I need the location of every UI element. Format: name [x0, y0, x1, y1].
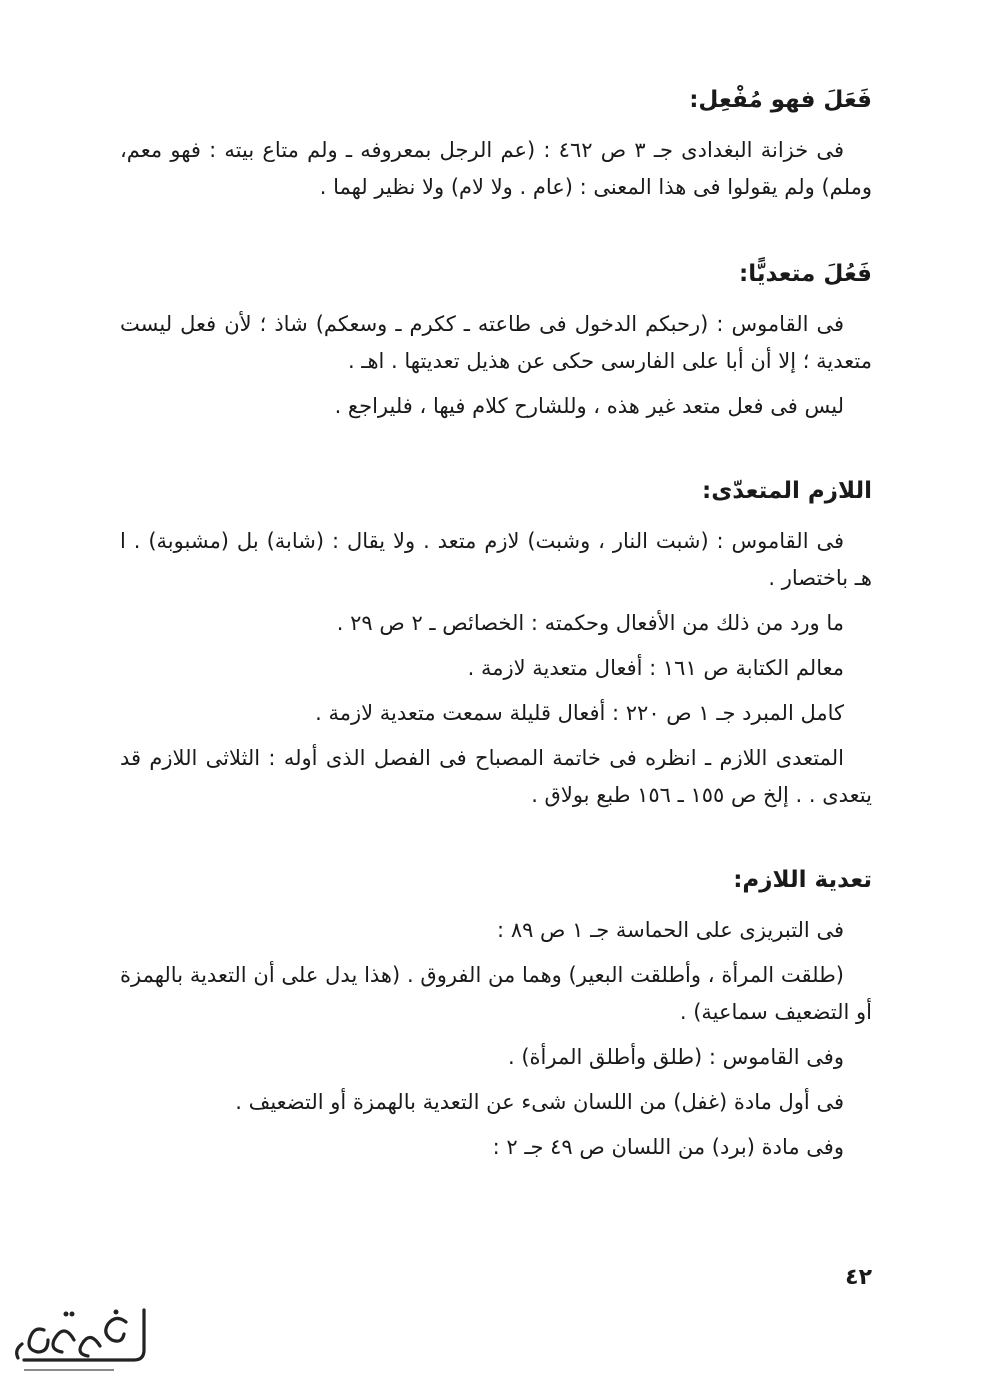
paragraph: ليس فى فعل متعد غير هذه ، وللشارح كلام فيها ، فليراجع .: [334, 394, 844, 418]
paragraph: كامل المبرد جـ ١ ص ٢٢٠ : أفعال قليلة سمعت متعدية لازمة .: [315, 701, 844, 725]
section-heading: اللازم المتعدّى:: [702, 478, 872, 504]
section-heading: تعدية اللازم:: [733, 867, 872, 893]
paragraph: فى خزانة البغدادى جـ ٣ ص ٤٦٢ : (عم الرجل بمعروفه ـ ولم متاع بيته : فهو معم، وملم) ولم يقولوا فى هذا المعنى : (عام . ولا لام) ولا نظير لهما .: [120, 138, 872, 199]
page-body: [120, 78, 872, 1174]
section-faala-mufil: [120, 78, 872, 206]
paragraph: معالم الكتابة ص ١٦١ : أفعال متعدية لازمة .: [467, 656, 844, 680]
paragraph: فى أول مادة (غفل) من اللسان شىء عن التعدية بالهمزة أو التضعيف .: [235, 1090, 844, 1114]
paragraph: فى التبريزى على الحماسة جـ ١ ص ٨٩ :: [497, 918, 844, 942]
paragraph: المتعدى اللازم ـ انظره فى خاتمة المصباح فى الفصل الذى أوله : الثلاثى اللازم قد يتعدى . . إلخ ص ١٥٥ ـ ١٥٦ طبع بولاق .: [120, 746, 872, 807]
paragraph: فى القاموس : (شبت النار ، وشبت) لازم متعد . ولا يقال : (شابة) بل (مشبوبة) . ا هـ باختصار .: [120, 529, 872, 590]
section-intransitive-transitive: [120, 469, 872, 814]
section-heading: فَعَلَ فهو مُفْعِل:: [689, 87, 872, 113]
section-faula-transitive: [120, 252, 872, 425]
paragraph: وفى القاموس : (طلق وأطلق المرأة) .: [508, 1045, 844, 1069]
paragraph: وفى مادة (برد) من اللسان ص ٤٩ جـ ٢ :: [492, 1135, 844, 1159]
paragraph: ما ورد من ذلك من الأفعال وحكمته : الخصائص ـ ٢ ص ٢٩ .: [336, 611, 844, 635]
watermark-logo: [4, 1300, 164, 1378]
page-number: ٤٢: [845, 1265, 872, 1290]
section-heading: فَعُلَ متعديًّا:: [739, 261, 872, 287]
paragraph: فى القاموس : (رحبكم الدخول فى طاعته ـ ككرم ـ وسعكم) شاذ ؛ لأن فعل ليست متعدية ؛ إلا أن أبا على الفارسى حكى عن هذيل تعديتها . اهـ .: [120, 312, 872, 373]
section-transitivizing: [120, 858, 872, 1166]
paragraph: (طلقت المرأة ، وأطلقت البعير) وهما من الفروق . (هذا يدل على أن التعدية بالهمزة أو التضعيف سماعية) .: [120, 963, 872, 1024]
